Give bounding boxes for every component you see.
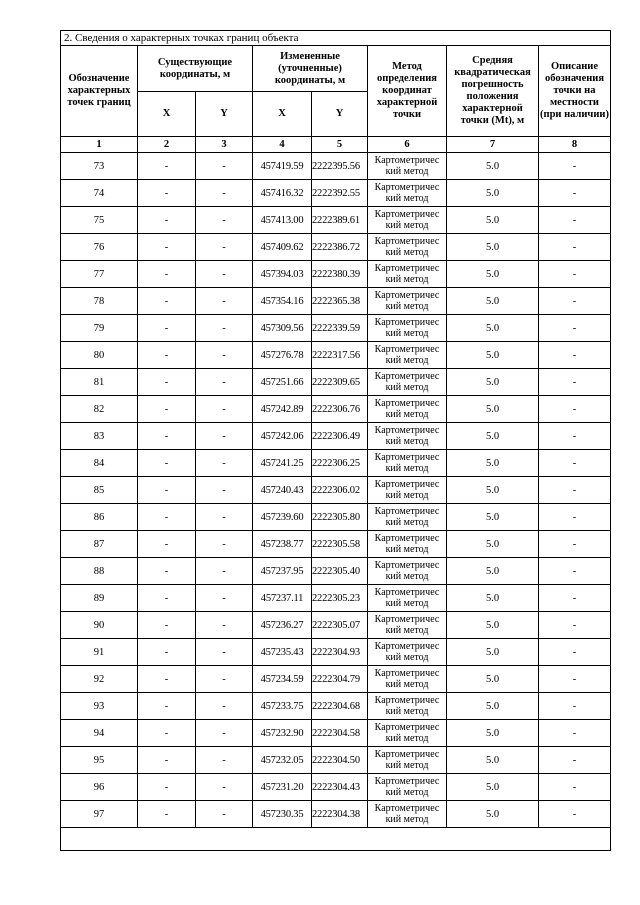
column-number: 2	[138, 137, 196, 153]
method-cell: Картометричес кий метод	[368, 369, 447, 396]
changed-x-cell: 457234.59	[253, 666, 312, 693]
changed-x-cell: 457237.11	[253, 585, 312, 612]
changed-x-cell: 457251.66	[253, 369, 312, 396]
existing-x-cell: -	[138, 369, 196, 396]
table-row	[61, 396, 611, 423]
point-id-cell: 89	[61, 585, 138, 612]
table-row	[61, 531, 611, 558]
changed-y-cell: 2222380.39	[312, 261, 368, 288]
existing-y-cell: -	[196, 693, 253, 720]
points-table-body	[61, 153, 611, 828]
header-description: Описание обозначения точки на местности (при наличии)	[539, 46, 611, 137]
header-existing-x: X	[138, 92, 196, 137]
changed-x-cell: 457238.77	[253, 531, 312, 558]
column-number: 7	[447, 137, 539, 153]
changed-y-cell: 2222305.58	[312, 531, 368, 558]
point-id-cell: 85	[61, 477, 138, 504]
changed-y-cell: 2222304.43	[312, 774, 368, 801]
existing-x-cell: -	[138, 207, 196, 234]
changed-y-cell: 2222305.40	[312, 558, 368, 585]
point-id-cell: 93	[61, 693, 138, 720]
changed-y-cell: 2222305.80	[312, 504, 368, 531]
description-cell: -	[539, 477, 611, 504]
existing-y-cell: -	[196, 504, 253, 531]
changed-x-cell: 457276.78	[253, 342, 312, 369]
changed-x-cell: 457236.27	[253, 612, 312, 639]
existing-x-cell: -	[138, 720, 196, 747]
changed-x-cell: 457242.06	[253, 423, 312, 450]
changed-x-cell: 457235.43	[253, 639, 312, 666]
description-cell: -	[539, 747, 611, 774]
description-cell: -	[539, 288, 611, 315]
existing-x-cell: -	[138, 423, 196, 450]
point-id-cell: 84	[61, 450, 138, 477]
accuracy-cell: 5.0	[447, 720, 539, 747]
changed-y-cell: 2222304.58	[312, 720, 368, 747]
point-id-cell: 90	[61, 612, 138, 639]
section-title: 2. Сведения о характерных точках границ объекта	[61, 31, 611, 46]
existing-x-cell: -	[138, 288, 196, 315]
description-cell: -	[539, 693, 611, 720]
table-row	[61, 666, 611, 693]
changed-y-cell: 2222305.23	[312, 585, 368, 612]
column-number: 3	[196, 137, 253, 153]
changed-y-cell: 2222304.38	[312, 801, 368, 828]
table-row	[61, 747, 611, 774]
point-id-cell: 80	[61, 342, 138, 369]
point-id-cell: 77	[61, 261, 138, 288]
accuracy-cell: 5.0	[447, 450, 539, 477]
method-cell: Картометричес кий метод	[368, 423, 447, 450]
point-id-cell: 86	[61, 504, 138, 531]
header-changed-x: X	[253, 92, 312, 137]
existing-y-cell: -	[196, 315, 253, 342]
existing-x-cell: -	[138, 774, 196, 801]
existing-y-cell: -	[196, 207, 253, 234]
changed-y-cell: 2222305.07	[312, 612, 368, 639]
accuracy-cell: 5.0	[447, 396, 539, 423]
accuracy-cell: 5.0	[447, 207, 539, 234]
table-row	[61, 612, 611, 639]
existing-y-cell: -	[196, 477, 253, 504]
changed-x-cell: 457231.20	[253, 774, 312, 801]
table-row	[61, 153, 611, 180]
method-cell: Картометричес кий метод	[368, 342, 447, 369]
changed-y-cell: 2222392.55	[312, 180, 368, 207]
accuracy-cell: 5.0	[447, 423, 539, 450]
existing-x-cell: -	[138, 585, 196, 612]
existing-y-cell: -	[196, 423, 253, 450]
accuracy-cell: 5.0	[447, 504, 539, 531]
method-cell: Картометричес кий метод	[368, 288, 447, 315]
changed-x-cell: 457309.56	[253, 315, 312, 342]
method-cell: Картометричес кий метод	[368, 261, 447, 288]
changed-x-cell: 457233.75	[253, 693, 312, 720]
point-id-cell: 74	[61, 180, 138, 207]
changed-x-cell: 457242.89	[253, 396, 312, 423]
method-cell: Картометричес кий метод	[368, 558, 447, 585]
description-cell: -	[539, 234, 611, 261]
header-point-designation: Обозначение характерных точек границ	[61, 46, 138, 137]
changed-y-cell: 2222304.68	[312, 693, 368, 720]
existing-y-cell: -	[196, 396, 253, 423]
existing-x-cell: -	[138, 558, 196, 585]
method-cell: Картометричес кий метод	[368, 450, 447, 477]
existing-y-cell: -	[196, 801, 253, 828]
table-row	[61, 693, 611, 720]
changed-x-cell: 457232.90	[253, 720, 312, 747]
changed-y-cell: 2222317.56	[312, 342, 368, 369]
table-row	[61, 639, 611, 666]
column-number: 4	[253, 137, 312, 153]
point-id-cell: 95	[61, 747, 138, 774]
method-cell: Картометричес кий метод	[368, 180, 447, 207]
changed-x-cell: 457241.25	[253, 450, 312, 477]
changed-y-cell: 2222304.93	[312, 639, 368, 666]
changed-y-cell: 2222365.38	[312, 288, 368, 315]
description-cell: -	[539, 207, 611, 234]
accuracy-cell: 5.0	[447, 801, 539, 828]
description-cell: -	[539, 801, 611, 828]
table-row	[61, 342, 611, 369]
accuracy-cell: 5.0	[447, 531, 539, 558]
column-number: 6	[368, 137, 447, 153]
header-existing-coords: Существующие координаты, м	[138, 46, 253, 92]
point-id-cell: 76	[61, 234, 138, 261]
changed-x-cell: 457354.16	[253, 288, 312, 315]
existing-x-cell: -	[138, 450, 196, 477]
changed-x-cell: 457394.03	[253, 261, 312, 288]
empty-end-row	[61, 828, 611, 851]
existing-y-cell: -	[196, 720, 253, 747]
accuracy-cell: 5.0	[447, 180, 539, 207]
existing-y-cell: -	[196, 639, 253, 666]
description-cell: -	[539, 639, 611, 666]
accuracy-cell: 5.0	[447, 639, 539, 666]
description-cell: -	[539, 342, 611, 369]
existing-y-cell: -	[196, 153, 253, 180]
table-row	[61, 288, 611, 315]
existing-y-cell: -	[196, 342, 253, 369]
method-cell: Картометричес кий метод	[368, 612, 447, 639]
existing-x-cell: -	[138, 666, 196, 693]
accuracy-cell: 5.0	[447, 342, 539, 369]
description-cell: -	[539, 531, 611, 558]
table-row	[61, 558, 611, 585]
table-row	[61, 180, 611, 207]
accuracy-cell: 5.0	[447, 693, 539, 720]
point-id-cell: 88	[61, 558, 138, 585]
existing-y-cell: -	[196, 234, 253, 261]
column-number: 1	[61, 137, 138, 153]
method-cell: Картометричес кий метод	[368, 234, 447, 261]
accuracy-cell: 5.0	[447, 774, 539, 801]
existing-y-cell: -	[196, 612, 253, 639]
empty-cell	[61, 828, 611, 851]
accuracy-cell: 5.0	[447, 612, 539, 639]
method-cell: Картометричес кий метод	[368, 585, 447, 612]
method-cell: Картометричес кий метод	[368, 207, 447, 234]
changed-y-cell: 2222389.61	[312, 207, 368, 234]
existing-y-cell: -	[196, 369, 253, 396]
description-cell: -	[539, 585, 611, 612]
table-row	[61, 423, 611, 450]
existing-y-cell: -	[196, 774, 253, 801]
existing-y-cell: -	[196, 180, 253, 207]
changed-x-cell: 457416.32	[253, 180, 312, 207]
point-id-cell: 92	[61, 666, 138, 693]
boundary-points-table	[60, 30, 611, 851]
changed-x-cell: 457237.95	[253, 558, 312, 585]
table-row	[61, 801, 611, 828]
accuracy-cell: 5.0	[447, 666, 539, 693]
method-cell: Картометричес кий метод	[368, 666, 447, 693]
accuracy-cell: 5.0	[447, 477, 539, 504]
changed-y-cell: 2222339.59	[312, 315, 368, 342]
changed-y-cell: 2222306.76	[312, 396, 368, 423]
changed-x-cell: 457413.00	[253, 207, 312, 234]
header-changed-coords: Измененные (уточненные) координаты, м	[253, 46, 368, 92]
changed-y-cell: 2222306.25	[312, 450, 368, 477]
method-cell: Картометричес кий метод	[368, 639, 447, 666]
accuracy-cell: 5.0	[447, 585, 539, 612]
existing-x-cell: -	[138, 504, 196, 531]
existing-y-cell: -	[196, 558, 253, 585]
changed-x-cell: 457419.59	[253, 153, 312, 180]
column-number-row	[61, 137, 611, 153]
existing-x-cell: -	[138, 342, 196, 369]
accuracy-cell: 5.0	[447, 234, 539, 261]
method-cell: Картометричес кий метод	[368, 531, 447, 558]
point-id-cell: 94	[61, 720, 138, 747]
point-id-cell: 96	[61, 774, 138, 801]
existing-x-cell: -	[138, 612, 196, 639]
changed-y-cell: 2222395.56	[312, 153, 368, 180]
point-id-cell: 82	[61, 396, 138, 423]
header-changed-y: Y	[312, 92, 368, 137]
column-number: 8	[539, 137, 611, 153]
existing-y-cell: -	[196, 261, 253, 288]
existing-y-cell: -	[196, 585, 253, 612]
changed-x-cell: 457230.35	[253, 801, 312, 828]
accuracy-cell: 5.0	[447, 261, 539, 288]
description-cell: -	[539, 423, 611, 450]
method-cell: Картометричес кий метод	[368, 153, 447, 180]
accuracy-cell: 5.0	[447, 153, 539, 180]
description-cell: -	[539, 720, 611, 747]
changed-y-cell: 2222306.02	[312, 477, 368, 504]
table-row	[61, 477, 611, 504]
existing-x-cell: -	[138, 477, 196, 504]
accuracy-cell: 5.0	[447, 288, 539, 315]
point-id-cell: 73	[61, 153, 138, 180]
changed-y-cell: 2222304.50	[312, 747, 368, 774]
method-cell: Картометричес кий метод	[368, 693, 447, 720]
changed-x-cell: 457232.05	[253, 747, 312, 774]
point-id-cell: 83	[61, 423, 138, 450]
description-cell: -	[539, 558, 611, 585]
point-id-cell: 78	[61, 288, 138, 315]
header-existing-y: Y	[196, 92, 253, 137]
table-row	[61, 504, 611, 531]
description-cell: -	[539, 774, 611, 801]
table-row	[61, 261, 611, 288]
header-method: Метод определения координат характерной точки	[368, 46, 447, 137]
description-cell: -	[539, 261, 611, 288]
changed-y-cell: 2222386.72	[312, 234, 368, 261]
description-cell: -	[539, 315, 611, 342]
changed-x-cell: 457409.62	[253, 234, 312, 261]
method-cell: Картометричес кий метод	[368, 774, 447, 801]
method-cell: Картометричес кий метод	[368, 747, 447, 774]
point-id-cell: 79	[61, 315, 138, 342]
accuracy-cell: 5.0	[447, 747, 539, 774]
existing-x-cell: -	[138, 180, 196, 207]
table-row	[61, 774, 611, 801]
table-row	[61, 315, 611, 342]
existing-x-cell: -	[138, 693, 196, 720]
description-cell: -	[539, 396, 611, 423]
point-id-cell: 87	[61, 531, 138, 558]
method-cell: Картометричес кий метод	[368, 477, 447, 504]
header-accuracy: Средняя квадратическая погрешность положения характерной точки (Mt), м	[447, 46, 539, 137]
method-cell: Картометричес кий метод	[368, 315, 447, 342]
existing-x-cell: -	[138, 747, 196, 774]
table-row	[61, 720, 611, 747]
point-id-cell: 81	[61, 369, 138, 396]
table-row	[61, 207, 611, 234]
changed-y-cell: 2222306.49	[312, 423, 368, 450]
existing-x-cell: -	[138, 639, 196, 666]
existing-x-cell: -	[138, 315, 196, 342]
method-cell: Картометричес кий метод	[368, 396, 447, 423]
description-cell: -	[539, 450, 611, 477]
existing-x-cell: -	[138, 801, 196, 828]
existing-y-cell: -	[196, 450, 253, 477]
point-id-cell: 91	[61, 639, 138, 666]
table-row	[61, 450, 611, 477]
point-id-cell: 75	[61, 207, 138, 234]
description-cell: -	[539, 612, 611, 639]
table-row	[61, 585, 611, 612]
method-cell: Картометричес кий метод	[368, 504, 447, 531]
existing-x-cell: -	[138, 153, 196, 180]
existing-x-cell: -	[138, 396, 196, 423]
method-cell: Картометричес кий метод	[368, 801, 447, 828]
existing-x-cell: -	[138, 531, 196, 558]
method-cell: Картометричес кий метод	[368, 720, 447, 747]
accuracy-cell: 5.0	[447, 558, 539, 585]
description-cell: -	[539, 153, 611, 180]
column-number: 5	[312, 137, 368, 153]
description-cell: -	[539, 504, 611, 531]
description-cell: -	[539, 666, 611, 693]
accuracy-cell: 5.0	[447, 369, 539, 396]
existing-y-cell: -	[196, 666, 253, 693]
changed-x-cell: 457239.60	[253, 504, 312, 531]
table-row	[61, 369, 611, 396]
existing-x-cell: -	[138, 261, 196, 288]
existing-x-cell: -	[138, 234, 196, 261]
existing-y-cell: -	[196, 288, 253, 315]
table-row	[61, 234, 611, 261]
changed-y-cell: 2222304.79	[312, 666, 368, 693]
description-cell: -	[539, 369, 611, 396]
changed-x-cell: 457240.43	[253, 477, 312, 504]
point-id-cell: 97	[61, 801, 138, 828]
existing-y-cell: -	[196, 531, 253, 558]
description-cell: -	[539, 180, 611, 207]
accuracy-cell: 5.0	[447, 315, 539, 342]
changed-y-cell: 2222309.65	[312, 369, 368, 396]
existing-y-cell: -	[196, 747, 253, 774]
